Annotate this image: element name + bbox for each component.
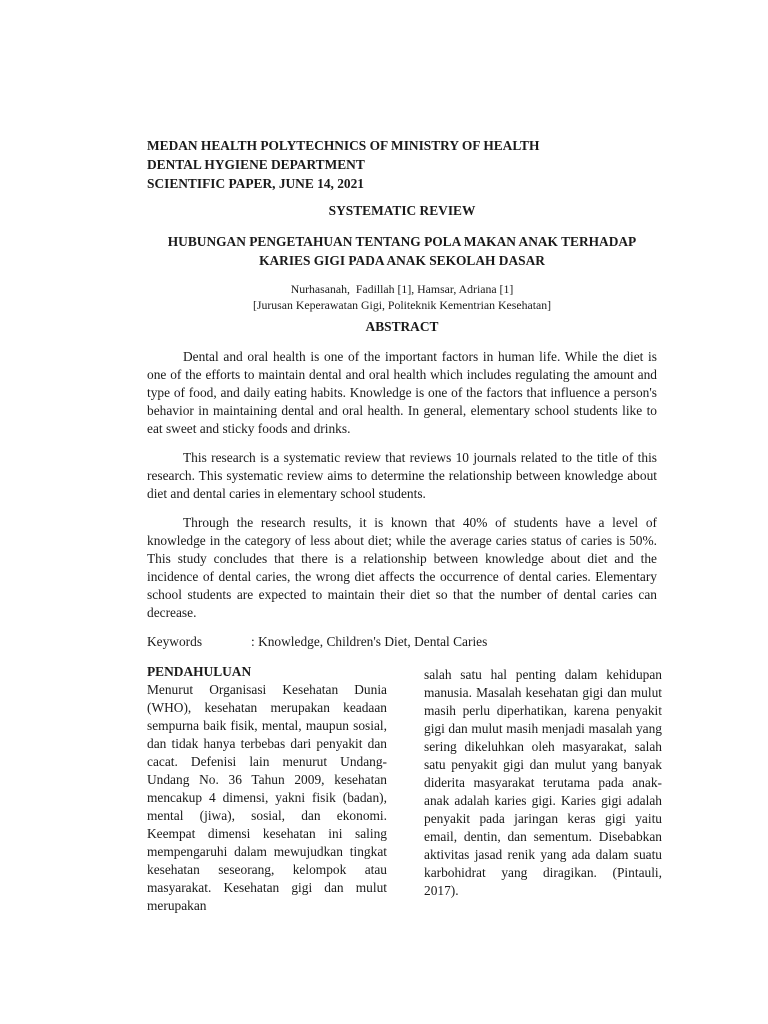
keywords-line — [147, 633, 657, 651]
paper-title-line-1: HUBUNGAN PENGETAHUAN TENTANG POLA MAKAN ANAK TERHADAP — [167, 234, 637, 249]
institution-header — [147, 136, 627, 193]
keywords-value: : Knowledge, Children's Diet, Dental Caries — [251, 634, 488, 649]
authors-block — [147, 281, 657, 313]
author-names: Nurhasanah, Fadillah [1], Hamsar, Adriana [1] — [290, 282, 514, 296]
intro-right-text: salah satu hal penting dalam kehidupan manusia. Masalah kesehatan gigi dan mulut masih perlu diperhatikan, karena penyakit gigi dan mulut masih menjadi masalah yang sering dikeluhkan oleh masyarakat, salah satu penyakit gigi dan mulut yang banyak diderita masyarakat terutama pada anak-anak adalah karies gigi. Karies gigi adalah penyakit pada jaringan keras gigi yaitu email, dentin, dan sementum. Disebabkan aktivitas jasad renik yang ada dalam suatu karbohidrat yang diragikan. (Pintauli, 2017). — [424, 667, 662, 898]
intro-heading: PENDAHULUAN — [147, 664, 252, 679]
author-affiliation: [Jurusan Keperawatan Gigi, Politeknik Kementrian Kesehatan] — [252, 298, 552, 312]
intro-column-left — [147, 663, 387, 915]
intro-column-right — [424, 666, 662, 900]
abstract-heading: ABSTRACT — [365, 319, 439, 334]
intro-left-text: Menurut Organisasi Kesehatan Dunia (WHO), kesehatan merupakan keadaan sempurna baik fisik, mental, maupun sosial, dan tidak hanya terbebas dari penyakit dan cacat. Defenisi lain menurut Undang-Undang No. 36 Tahun 2009, kesehatan mencakup 4 dimensi, yakni fisik (badan), mental (jiwa), sosial, dan ekonomi. Keempat dimensi kesehatan ini saling mempengaruhi dalam mewujudkan tingkat kesehatan seseorang, kelompok atau masyarakat. Kesehatan gigi dan mulut merupakan — [147, 682, 387, 913]
abstract-paragraph-3: Through the research results, it is known that 40% of students have a level of knowledge in the category of less about diet; while the average caries status of caries is 50%. This study concludes that there is a relationship between knowledge about diet and the incidence of dental caries, the wrong diet affects the occurrence of dental caries. Elementary school students are expected to maintain their diet so that the number of dental caries can decrease. — [147, 515, 657, 620]
abstract-body — [147, 348, 657, 633]
abstract-paragraph-1: Dental and oral health is one of the important factors in human life. While the diet is one of the efforts to maintain dental and oral health which includes regulating the amount and type of food, and daily eating habits. Knowledge is one of the factors that influence a person's behavior in maintaining dental and oral health. In general, elementary school students like to eat sweet and sticky foods and drinks. — [147, 349, 657, 436]
paper-title — [147, 232, 657, 270]
header-institution: MEDAN HEALTH POLYTECHNICS OF MINISTRY OF HEALTH — [147, 138, 540, 153]
keywords-label: Keywords — [147, 634, 203, 649]
header-paper-date: SCIENTIFIC PAPER, JUNE 14, 2021 — [147, 176, 364, 191]
abstract-paragraph-2: This research is a systematic review that reviews 10 journals related to the title of this research. This systematic review aims to determine the relationship between knowledge about diet and dental caries in elementary school students. — [147, 450, 657, 501]
review-type-label: SYSTEMATIC REVIEW — [328, 203, 476, 218]
paper-title-line-2: KARIES GIGI PADA ANAK SEKOLAH DASAR — [259, 253, 545, 268]
header-department: DENTAL HYGIENE DEPARTMENT — [147, 157, 365, 172]
